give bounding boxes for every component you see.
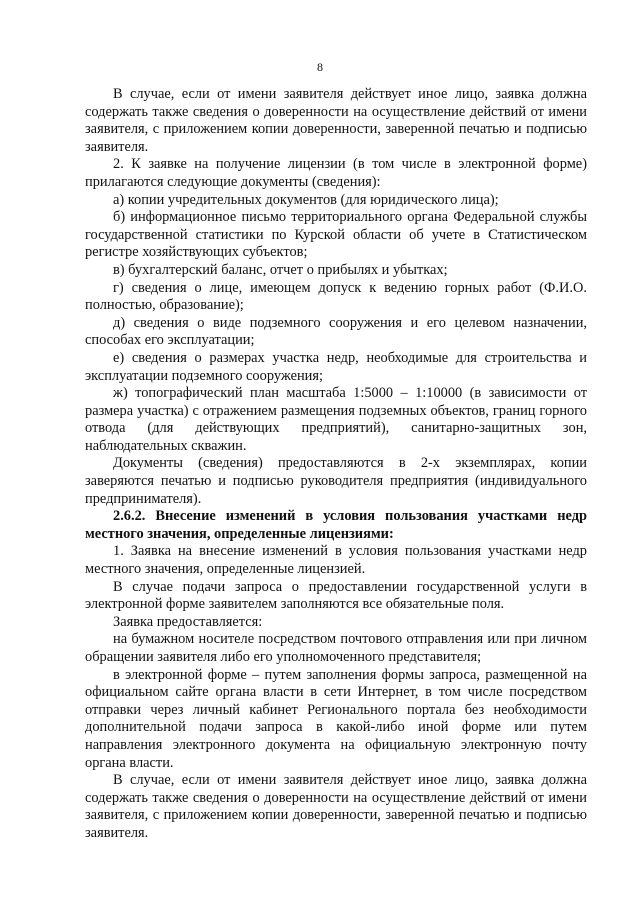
paragraph-representative-clause-2: В случае, если от имени заявителя действует иное лицо, заявка должна содержать также сведения о доверенности на осуществление действий от имени заявителя, с приложением копии доверенности, заверенной печатью и подписью заявителя. <box>85 772 587 841</box>
paragraph-paper-submission: на бумажном носителе посредством почтового отправления или при личном обращении заявителя либо его уполномоченного представителя; <box>85 631 587 665</box>
list-item-e: е) сведения о размерах участка недр, необходимые для строительства и эксплуатации подземного сооружения; <box>85 349 587 384</box>
page-number: 8 <box>317 60 323 74</box>
paragraph-electronic-form: В случае подачи запроса о предоставлении государственной услуги в электронной форме заявителем заполняются все обязательные поля. <box>85 578 587 613</box>
list-item-v: в) бухгалтерский баланс, отчет о прибылях и убытках; <box>113 261 448 278</box>
list-item-zh: ж) топографический план масштаба 1:5000 – 1:10000 (в зависимости от размера участка) с отражением размещения подземных объектов, границ горного отвода (для действующих предприятий), санитарно-защитных зон, наблюдательных скважин. <box>85 385 587 454</box>
list-item-b: б) информационное письмо территориального органа Федеральной службы государственной статистики по Курской области об учете в Статистическом регистре хозяйствующих субъектов; <box>85 209 587 261</box>
list-item-g: г) сведения о лице, имеющем допуск к ведению горных работ (Ф.И.О. полностью, образование); <box>85 279 587 314</box>
list-item-d: д) сведения о виде подземного сооружения и его целевом назначении, способах его эксплуатации; <box>85 314 587 349</box>
section-heading: 2.6.2. Внесение изменений в условия пользования участками недр местного значения, определенные лицензиями: <box>85 508 587 542</box>
paragraph-amendment-request: 1. Заявка на внесение изменений в условия пользования участками недр местного значения, определенные лицензией. <box>85 543 587 578</box>
paragraph-submission-intro: Заявка предоставляется: <box>113 613 263 630</box>
document-body <box>85 86 587 843</box>
paragraph-attached-documents: 2. К заявке на получение лицензии (в том числе в электронной форме) прилагаются следующие документы (сведения): <box>85 156 587 190</box>
paragraph-representative-clause: В случае, если от имени заявителя действует иное лицо, заявка должна содержать также сведения о доверенности на осуществление действий от имени заявителя, с приложением копии доверенности, заверенной печатью и подписью заявителя. <box>85 86 587 155</box>
list-item-a: а) копии учредительных документов (для юридического лица); <box>113 191 499 208</box>
paragraph-copies: Документы (сведения) предоставляются в 2-х экземплярах, копии заверяются печатью и подписью руководителя предприятия (индивидуального предпринимателя). <box>85 455 587 507</box>
paragraph-electronic-submission: в электронной форме – путем заполнения формы запроса, размещенной на официальном сайте органа власти в сети Интернет, в том числе посредством отправки через личный кабинет Регионального портала без необходимости дополнительной подачи запроса в какой-либо иной форме или путем направления электронного документа на официальную электронную почту органа власти. <box>85 666 587 771</box>
